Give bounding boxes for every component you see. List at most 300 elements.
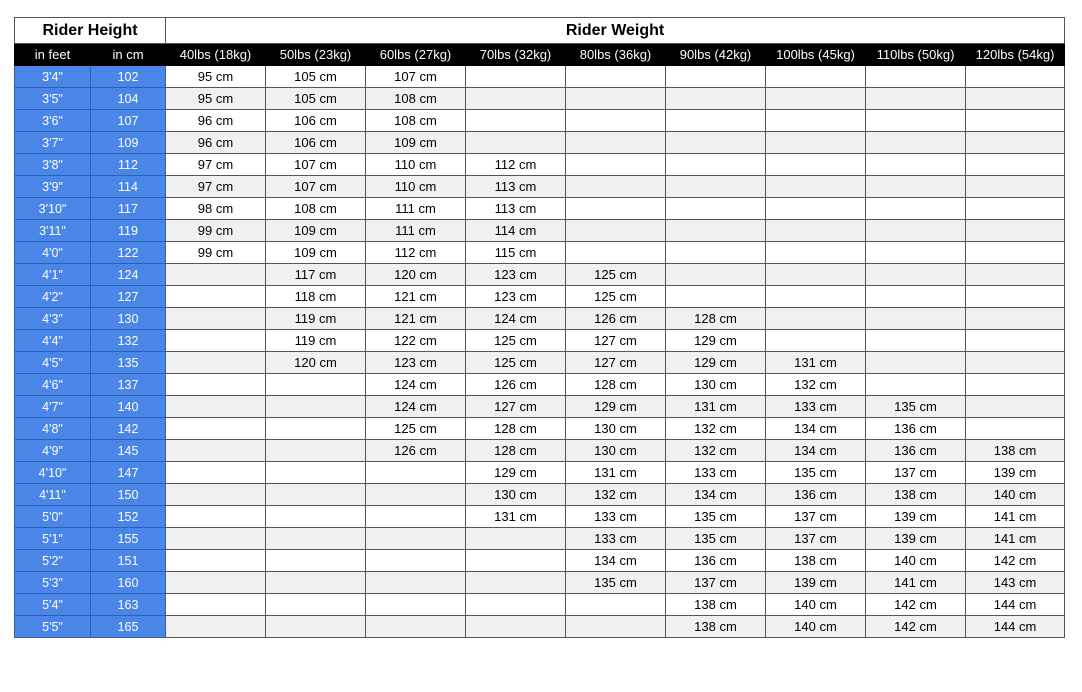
seat-height-cell: 106 cm: [266, 110, 366, 132]
seat-height-cell: [166, 616, 266, 638]
seat-height-cell: [466, 66, 566, 88]
height-feet-cell: 4'11": [15, 484, 91, 506]
seat-height-cell: 142 cm: [866, 616, 966, 638]
height-cm-cell: 163: [91, 594, 166, 616]
seat-height-cell: [866, 198, 966, 220]
seat-height-cell: [866, 176, 966, 198]
seat-height-cell: [766, 154, 866, 176]
height-feet-cell: 4'6": [15, 374, 91, 396]
seat-height-cell: 98 cm: [166, 198, 266, 220]
height-cm-cell: 165: [91, 616, 166, 638]
seat-height-cell: [366, 528, 466, 550]
height-cm-cell: 109: [91, 132, 166, 154]
seat-height-cell: 129 cm: [666, 352, 766, 374]
seat-height-cell: 132 cm: [666, 440, 766, 462]
seat-height-cell: [166, 264, 266, 286]
seat-height-cell: 96 cm: [166, 110, 266, 132]
height-feet-cell: 3'8": [15, 154, 91, 176]
seat-height-cell: [266, 594, 366, 616]
seat-height-cell: [866, 308, 966, 330]
seat-height-cell: 105 cm: [266, 88, 366, 110]
seat-height-cell: [666, 110, 766, 132]
height-cm-cell: 150: [91, 484, 166, 506]
seat-height-cell: [366, 616, 466, 638]
height-feet-cell: 3'10": [15, 198, 91, 220]
seat-height-cell: 111 cm: [366, 198, 466, 220]
height-feet-cell: 4'3": [15, 308, 91, 330]
seat-height-cell: [666, 132, 766, 154]
seat-height-cell: 141 cm: [966, 528, 1065, 550]
table-row: [15, 550, 1065, 572]
height-cm-cell: 155: [91, 528, 166, 550]
rider-height-header: Rider Height: [15, 18, 166, 44]
seat-height-cell: 142 cm: [966, 550, 1065, 572]
seat-height-cell: 138 cm: [666, 616, 766, 638]
seat-height-cell: [966, 352, 1065, 374]
height-cm-cell: 127: [91, 286, 166, 308]
seat-height-cell: 124 cm: [466, 308, 566, 330]
table-row: [15, 286, 1065, 308]
seat-height-cell: [166, 396, 266, 418]
seat-height-cell: 132 cm: [766, 374, 866, 396]
seat-height-cell: 136 cm: [866, 440, 966, 462]
seat-height-cell: 144 cm: [966, 616, 1065, 638]
seat-height-cell: 123 cm: [466, 264, 566, 286]
height-feet-cell: 4'4": [15, 330, 91, 352]
height-cm-cell: 135: [91, 352, 166, 374]
seat-height-cell: 125 cm: [466, 352, 566, 374]
size-table: [14, 17, 1065, 638]
seat-height-cell: [666, 286, 766, 308]
column-header: 40lbs (18kg): [166, 44, 266, 66]
seat-height-cell: 114 cm: [466, 220, 566, 242]
height-cm-cell: 124: [91, 264, 166, 286]
column-header: 110lbs (50kg): [866, 44, 966, 66]
seat-height-cell: 127 cm: [466, 396, 566, 418]
seat-height-cell: [266, 462, 366, 484]
seat-height-cell: 132 cm: [566, 484, 666, 506]
seat-height-cell: [266, 528, 366, 550]
table-row: [15, 484, 1065, 506]
seat-height-cell: 109 cm: [266, 242, 366, 264]
seat-height-cell: [566, 132, 666, 154]
seat-height-cell: 111 cm: [366, 220, 466, 242]
seat-height-cell: 95 cm: [166, 88, 266, 110]
seat-height-cell: [966, 374, 1065, 396]
seat-height-cell: 134 cm: [566, 550, 666, 572]
seat-height-cell: 107 cm: [366, 66, 466, 88]
seat-height-cell: 120 cm: [266, 352, 366, 374]
seat-height-cell: [766, 88, 866, 110]
table-row: [15, 506, 1065, 528]
table-row: [15, 616, 1065, 638]
seat-height-cell: [566, 616, 666, 638]
seat-height-cell: [466, 572, 566, 594]
seat-height-cell: 137 cm: [866, 462, 966, 484]
seat-height-cell: 107 cm: [266, 176, 366, 198]
seat-height-cell: [966, 308, 1065, 330]
seat-height-cell: [566, 66, 666, 88]
seat-height-cell: [566, 88, 666, 110]
seat-height-cell: [666, 66, 766, 88]
seat-height-cell: [866, 352, 966, 374]
seat-height-cell: 139 cm: [866, 506, 966, 528]
seat-height-cell: [266, 440, 366, 462]
height-cm-cell: 140: [91, 396, 166, 418]
table-row: [15, 198, 1065, 220]
seat-height-cell: [766, 264, 866, 286]
seat-height-cell: 139 cm: [866, 528, 966, 550]
seat-height-cell: 144 cm: [966, 594, 1065, 616]
seat-height-cell: [766, 176, 866, 198]
height-cm-cell: 147: [91, 462, 166, 484]
seat-height-cell: [166, 484, 266, 506]
height-feet-cell: 5'3": [15, 572, 91, 594]
seat-height-cell: [166, 462, 266, 484]
seat-height-cell: 137 cm: [766, 506, 866, 528]
seat-height-cell: 125 cm: [466, 330, 566, 352]
seat-height-cell: [666, 154, 766, 176]
seat-height-cell: [866, 242, 966, 264]
seat-height-cell: 135 cm: [866, 396, 966, 418]
seat-height-cell: 139 cm: [966, 462, 1065, 484]
table-row: [15, 330, 1065, 352]
seat-height-cell: [166, 418, 266, 440]
seat-height-cell: [466, 550, 566, 572]
seat-height-cell: 136 cm: [666, 550, 766, 572]
table-row: [15, 528, 1065, 550]
height-cm-cell: 130: [91, 308, 166, 330]
seat-height-cell: 126 cm: [366, 440, 466, 462]
column-header: 100lbs (45kg): [766, 44, 866, 66]
seat-height-cell: 97 cm: [166, 154, 266, 176]
seat-height-cell: [466, 88, 566, 110]
seat-height-cell: [866, 374, 966, 396]
seat-height-cell: [766, 220, 866, 242]
seat-height-cell: 141 cm: [966, 506, 1065, 528]
seat-height-cell: [166, 286, 266, 308]
seat-height-cell: 135 cm: [666, 506, 766, 528]
seat-height-cell: [766, 110, 866, 132]
column-header-row: [15, 44, 1065, 66]
seat-height-cell: [766, 242, 866, 264]
seat-height-cell: 125 cm: [566, 264, 666, 286]
seat-height-cell: [166, 506, 266, 528]
height-cm-cell: 112: [91, 154, 166, 176]
seat-height-cell: [166, 308, 266, 330]
height-cm-cell: 151: [91, 550, 166, 572]
seat-height-cell: 122 cm: [366, 330, 466, 352]
seat-height-cell: [466, 110, 566, 132]
seat-height-cell: 130 cm: [466, 484, 566, 506]
seat-height-cell: [866, 220, 966, 242]
seat-height-cell: 137 cm: [766, 528, 866, 550]
seat-height-cell: [966, 176, 1065, 198]
seat-height-cell: [466, 594, 566, 616]
seat-height-cell: [666, 176, 766, 198]
seat-height-cell: [866, 286, 966, 308]
seat-height-cell: [566, 110, 666, 132]
table-row: [15, 110, 1065, 132]
table-row: [15, 132, 1065, 154]
seat-height-cell: [166, 572, 266, 594]
seat-height-cell: 129 cm: [666, 330, 766, 352]
height-feet-cell: 5'4": [15, 594, 91, 616]
seat-height-cell: [766, 308, 866, 330]
seat-height-cell: 112 cm: [466, 154, 566, 176]
seat-height-cell: [366, 462, 466, 484]
column-header: in cm: [91, 44, 166, 66]
seat-height-cell: [466, 132, 566, 154]
height-cm-cell: 122: [91, 242, 166, 264]
seat-height-cell: [866, 264, 966, 286]
seat-height-cell: [366, 550, 466, 572]
seat-height-cell: 97 cm: [166, 176, 266, 198]
seat-height-cell: 133 cm: [666, 462, 766, 484]
seat-height-cell: [966, 88, 1065, 110]
column-header: 70lbs (32kg): [466, 44, 566, 66]
seat-height-cell: 142 cm: [866, 594, 966, 616]
height-feet-cell: 4'9": [15, 440, 91, 462]
seat-height-cell: 127 cm: [566, 330, 666, 352]
seat-height-cell: [566, 594, 666, 616]
seat-height-cell: 125 cm: [566, 286, 666, 308]
table-row: [15, 176, 1065, 198]
seat-height-cell: 113 cm: [466, 198, 566, 220]
seat-height-cell: 108 cm: [266, 198, 366, 220]
seat-height-cell: 140 cm: [766, 616, 866, 638]
seat-height-cell: [966, 330, 1065, 352]
seat-height-cell: 138 cm: [666, 594, 766, 616]
seat-height-cell: 126 cm: [466, 374, 566, 396]
seat-height-cell: 134 cm: [666, 484, 766, 506]
seat-height-cell: [166, 528, 266, 550]
seat-height-cell: [366, 572, 466, 594]
seat-height-cell: [266, 506, 366, 528]
seat-height-cell: 110 cm: [366, 154, 466, 176]
height-feet-cell: 4'1": [15, 264, 91, 286]
seat-height-cell: [866, 66, 966, 88]
table-row: [15, 242, 1065, 264]
column-header: 90lbs (42kg): [666, 44, 766, 66]
seat-height-cell: 117 cm: [266, 264, 366, 286]
height-feet-cell: 4'10": [15, 462, 91, 484]
table-row: [15, 352, 1065, 374]
seat-height-cell: [666, 242, 766, 264]
seat-height-cell: 109 cm: [266, 220, 366, 242]
seat-height-cell: [566, 242, 666, 264]
seat-height-cell: 139 cm: [766, 572, 866, 594]
height-feet-cell: 4'5": [15, 352, 91, 374]
seat-height-cell: 133 cm: [566, 528, 666, 550]
height-feet-cell: 3'7": [15, 132, 91, 154]
table-row: [15, 572, 1065, 594]
seat-height-cell: [366, 506, 466, 528]
height-feet-cell: 5'5": [15, 616, 91, 638]
seat-height-cell: 134 cm: [766, 440, 866, 462]
seat-height-cell: [966, 154, 1065, 176]
seat-height-cell: 129 cm: [566, 396, 666, 418]
height-feet-cell: 4'8": [15, 418, 91, 440]
height-feet-cell: 4'2": [15, 286, 91, 308]
seat-height-cell: [266, 572, 366, 594]
seat-height-cell: [566, 154, 666, 176]
seat-height-cell: 128 cm: [466, 418, 566, 440]
seat-height-cell: [266, 484, 366, 506]
seat-height-cell: 131 cm: [466, 506, 566, 528]
seat-height-cell: 128 cm: [466, 440, 566, 462]
seat-height-cell: 135 cm: [766, 462, 866, 484]
seat-height-cell: 135 cm: [666, 528, 766, 550]
table-row: [15, 440, 1065, 462]
seat-height-cell: [866, 154, 966, 176]
table-row: [15, 308, 1065, 330]
column-header: in feet: [15, 44, 91, 66]
seat-height-cell: [866, 88, 966, 110]
height-feet-cell: 3'11": [15, 220, 91, 242]
table-row: [15, 66, 1065, 88]
seat-height-cell: [966, 242, 1065, 264]
seat-height-cell: 106 cm: [266, 132, 366, 154]
column-header: 60lbs (27kg): [366, 44, 466, 66]
column-header: 120lbs (54kg): [966, 44, 1065, 66]
seat-height-cell: 96 cm: [166, 132, 266, 154]
seat-height-cell: [366, 594, 466, 616]
height-cm-cell: 152: [91, 506, 166, 528]
seat-height-cell: [566, 220, 666, 242]
height-cm-cell: 119: [91, 220, 166, 242]
seat-height-cell: 120 cm: [366, 264, 466, 286]
seat-height-cell: [266, 616, 366, 638]
seat-height-cell: 118 cm: [266, 286, 366, 308]
seat-height-cell: 131 cm: [566, 462, 666, 484]
seat-height-cell: [266, 550, 366, 572]
seat-height-cell: 99 cm: [166, 242, 266, 264]
seat-height-cell: [866, 132, 966, 154]
seat-height-cell: [166, 594, 266, 616]
seat-height-cell: 99 cm: [166, 220, 266, 242]
height-cm-cell: 117: [91, 198, 166, 220]
seat-height-cell: [766, 198, 866, 220]
seat-height-cell: [166, 550, 266, 572]
height-cm-cell: 132: [91, 330, 166, 352]
seat-height-cell: 121 cm: [366, 308, 466, 330]
seat-height-cell: 143 cm: [966, 572, 1065, 594]
seat-height-cell: 107 cm: [266, 154, 366, 176]
table-row: [15, 88, 1065, 110]
height-feet-cell: 4'7": [15, 396, 91, 418]
seat-height-cell: [966, 286, 1065, 308]
height-feet-cell: 5'1": [15, 528, 91, 550]
seat-height-cell: 108 cm: [366, 88, 466, 110]
seat-height-cell: 124 cm: [366, 374, 466, 396]
seat-height-cell: [666, 264, 766, 286]
seat-height-cell: [866, 110, 966, 132]
seat-height-cell: 135 cm: [566, 572, 666, 594]
seat-height-cell: 115 cm: [466, 242, 566, 264]
seat-height-cell: [266, 374, 366, 396]
seat-height-cell: 133 cm: [766, 396, 866, 418]
height-cm-cell: 137: [91, 374, 166, 396]
seat-height-cell: [966, 396, 1065, 418]
seat-height-cell: [766, 286, 866, 308]
seat-height-cell: 123 cm: [366, 352, 466, 374]
seat-height-cell: [666, 88, 766, 110]
seat-height-cell: 132 cm: [666, 418, 766, 440]
seat-height-cell: 126 cm: [566, 308, 666, 330]
seat-height-cell: 138 cm: [866, 484, 966, 506]
height-feet-cell: 3'5": [15, 88, 91, 110]
seat-height-cell: [566, 198, 666, 220]
seat-height-cell: 130 cm: [666, 374, 766, 396]
seat-height-cell: [966, 264, 1065, 286]
seat-height-cell: 140 cm: [966, 484, 1065, 506]
table-row: [15, 220, 1065, 242]
seat-height-cell: [166, 440, 266, 462]
seat-height-cell: [766, 66, 866, 88]
seat-height-cell: 138 cm: [966, 440, 1065, 462]
table-row: [15, 396, 1065, 418]
seat-height-cell: [166, 352, 266, 374]
height-feet-cell: 5'2": [15, 550, 91, 572]
seat-height-cell: 131 cm: [666, 396, 766, 418]
height-cm-cell: 160: [91, 572, 166, 594]
seat-height-cell: 136 cm: [766, 484, 866, 506]
seat-height-cell: [766, 330, 866, 352]
seat-height-cell: [766, 132, 866, 154]
seat-height-cell: 136 cm: [866, 418, 966, 440]
seat-height-cell: [266, 418, 366, 440]
seat-height-cell: 119 cm: [266, 308, 366, 330]
seat-height-cell: 131 cm: [766, 352, 866, 374]
seat-height-cell: [966, 66, 1065, 88]
table-row: [15, 418, 1065, 440]
seat-height-cell: [566, 176, 666, 198]
seat-height-cell: 125 cm: [366, 418, 466, 440]
seat-height-cell: 138 cm: [766, 550, 866, 572]
height-cm-cell: 102: [91, 66, 166, 88]
height-cm-cell: 104: [91, 88, 166, 110]
height-feet-cell: 3'9": [15, 176, 91, 198]
seat-height-cell: 128 cm: [566, 374, 666, 396]
seat-height-cell: 95 cm: [166, 66, 266, 88]
seat-height-cell: 128 cm: [666, 308, 766, 330]
height-cm-cell: 107: [91, 110, 166, 132]
seat-height-cell: 112 cm: [366, 242, 466, 264]
seat-height-cell: [966, 132, 1065, 154]
seat-height-cell: 119 cm: [266, 330, 366, 352]
height-feet-cell: 4'0": [15, 242, 91, 264]
seat-height-cell: 108 cm: [366, 110, 466, 132]
seat-height-cell: 133 cm: [566, 506, 666, 528]
seat-height-cell: 113 cm: [466, 176, 566, 198]
seat-height-cell: [466, 528, 566, 550]
seat-height-cell: [166, 330, 266, 352]
column-header: 80lbs (36kg): [566, 44, 666, 66]
table-body: [15, 66, 1065, 638]
table-row: [15, 462, 1065, 484]
seat-height-cell: [466, 616, 566, 638]
height-cm-cell: 145: [91, 440, 166, 462]
seat-height-cell: [266, 396, 366, 418]
size-chart: [14, 17, 1065, 638]
height-cm-cell: 142: [91, 418, 166, 440]
seat-height-cell: 110 cm: [366, 176, 466, 198]
seat-height-cell: 109 cm: [366, 132, 466, 154]
seat-height-cell: [666, 198, 766, 220]
seat-height-cell: 124 cm: [366, 396, 466, 418]
height-feet-cell: 3'6": [15, 110, 91, 132]
